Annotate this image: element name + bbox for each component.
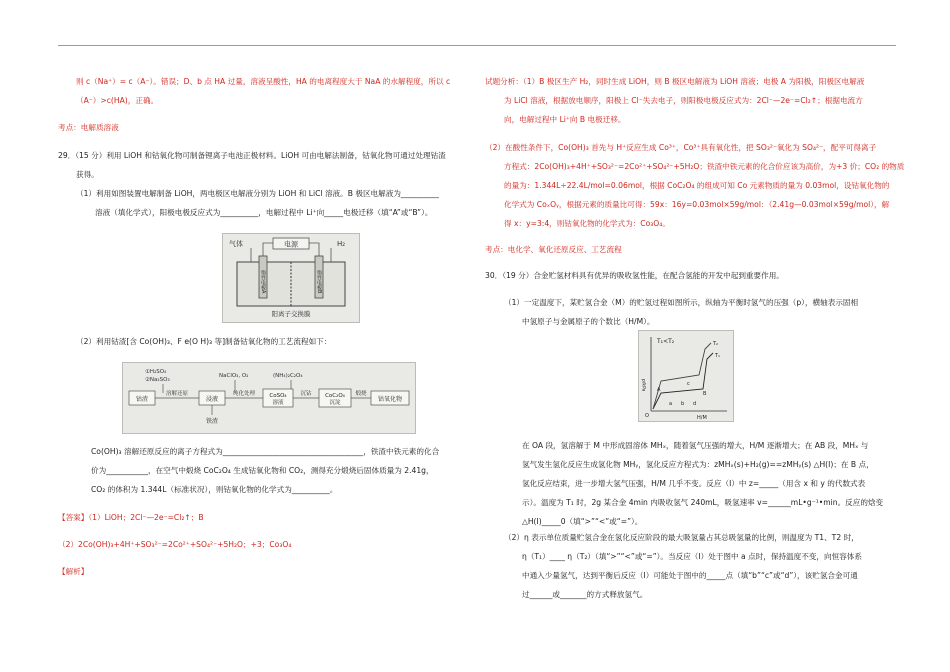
reagent-naclo3: NaClO₃, O₂ bbox=[219, 373, 249, 379]
electrode-a-label: 惰性电极A bbox=[260, 270, 266, 294]
text-line: （A⁻）>c(HA)，正确。 bbox=[76, 96, 159, 105]
origin-label: O bbox=[645, 413, 649, 419]
point-c-label: c bbox=[687, 381, 690, 387]
point-b-label: b bbox=[681, 401, 685, 407]
point-a-label: a bbox=[669, 401, 673, 407]
point-B-label: B bbox=[703, 391, 707, 397]
question-29-2: CO₂ 的体积为 1.344L（标准状况），则钴氧化物的化学式为__________。 bbox=[91, 485, 338, 494]
membrane-label: 阳离子交换膜 bbox=[271, 310, 311, 318]
legend-temperature: T₁<T₂ bbox=[657, 338, 675, 345]
header-rule bbox=[58, 45, 896, 46]
analysis-line: 为 LiCl 溶液，根据放电顺序，阳极上 Cl⁻失去电子，则阳极电极反应式为：2Cl⁻—2e⁻=Cl₂↑；根据电流方 bbox=[504, 96, 863, 105]
answer-line: 【答案】（1）LiOH；2Cl⁻—2e⁻=Cl₂↑；B bbox=[58, 513, 204, 522]
process-flow-diagram bbox=[123, 363, 415, 433]
question-29-2: Co(OH)₃ 溶解还原反应的离子方程式为_____________________________________，铁渣中铁元素的化合 bbox=[91, 447, 440, 456]
question-30-stem: 30．（19 分）合金贮氢材料具有优异的吸收氢性能，在配合氢能的开发中起到重要作用。 bbox=[485, 271, 784, 280]
x-axis-label: H/M bbox=[697, 415, 707, 421]
isotherm-chart bbox=[639, 331, 733, 421]
question-30-2: （2）η 表示单位质量贮氢合金在氢化反应阶段的最大吸氢量占其总吸氢量的比例，则温度为 T1、T2 时， bbox=[504, 533, 859, 542]
kaodian-label: 考点：电化学、氧化还原反应、工艺流程 bbox=[485, 245, 622, 254]
electrolysis-diagram bbox=[223, 234, 359, 322]
step-dissolve-reduce: 溶解还原 bbox=[165, 391, 189, 397]
question-30-1: 氢气发生氢化反应生成氢化物 MHᵧ，氢化反应方程式为：zMHₓ(s)+H₂(g)==zMHᵧ(s) △H(Ⅰ)；在 B 点， bbox=[522, 460, 874, 469]
step-calcine: 煅烧 bbox=[355, 391, 367, 397]
gas-label: 气体 bbox=[229, 240, 243, 248]
analysis-line: （2）在酸性条件下，Co(OH)₃ 首先与 H⁺反应生成 Co³⁺，Co³⁺具有氧化性，把 SO₃²⁻氧化为 SO₄²⁻，配平可得离子 bbox=[485, 143, 877, 152]
kaodian-label: 考点：电解质溶液 bbox=[58, 123, 119, 132]
h2-label: H₂ bbox=[337, 240, 346, 248]
analysis-line: 化学式为 CoₓOᵧ，根据元素的质量比可得：59x：16y=0.03mol×59g/mol：（2.41g—0.03mol×59g/mol），解 bbox=[504, 200, 890, 209]
analysis-line: 向，电解过程中 Li⁺向 B 电极迁移。 bbox=[504, 115, 626, 124]
analysis-line: 方程式：2Co(OH)₃+4H⁺+SO₃²⁻=2Co²⁺+SO₄²⁻+5H₂O；铁渣中铁元素的化合价应该为高价，为+3 价；CO₂ 的物质 bbox=[504, 162, 905, 171]
reagent-nh4c2o4: (NH₄)₂C₂O₄ bbox=[273, 373, 303, 379]
byproduct-iron-slag: 铁渣 bbox=[205, 418, 219, 425]
question-30-1: （1）一定温度下，某贮氢合金（M）的贮氢过程如图所示，纵轴为平衡时氢气的压强（p），横轴表示固相 bbox=[504, 298, 859, 307]
question-30-1: 示）。温度为 T₁ 时，2g 某合金 4min 内吸收氢气 240mL，吸氢速率 v=______mL•g⁻¹•min。反应的焓变 bbox=[522, 498, 884, 507]
electrolysis-figure bbox=[222, 233, 360, 323]
process-flow-figure bbox=[122, 362, 416, 434]
box-cobalt-oxide-label: 钴氧化物 bbox=[377, 396, 403, 403]
step-precipitate: 沉钴 bbox=[300, 391, 312, 397]
question-29-2: 价为___________，在空气中煅烧 CoC₂O₄ 生成钴氧化物和 CO₂，测得充分煅烧后固体质量为 2.41g， bbox=[91, 466, 434, 475]
box-cobalt-slag-label: 钴渣 bbox=[135, 396, 149, 403]
question-30-1: 在 OA 段，氢溶解于 M 中形成固溶体 MHₓ，随着氢气压强的增大，H/M 逐渐增大；在 AB 段，MHₓ 与 bbox=[522, 441, 869, 450]
question-30-2: η（T₁）____ η（T₂）（填“>”“<”或“=”）。当反应（Ⅰ）处于图中 a 点时，保持温度不变，向恒容体系 bbox=[522, 552, 862, 561]
curve-t2-label: T₂ bbox=[713, 341, 719, 347]
electrode-b-label: 惰性电极B bbox=[316, 270, 322, 294]
y-axis-label: p/kPa bbox=[640, 379, 646, 392]
question-30-1: △H(Ⅰ)_____0（填“>”“<”或“=”）。 bbox=[522, 517, 643, 526]
analysis-line: 的量为：1.344L÷22.4L/mol=0.06mol，根据 CoC₂O₄ 的组成可知 Co 元素物质的量为 0.03mol，设钴氧化物的 bbox=[504, 181, 890, 190]
question-29-stem: 获得。 bbox=[76, 170, 99, 179]
question-30-2: 中通入少量氢气，达到平衡后反应（Ⅰ）可能处于图中的_____点（填“b”“c”或“d”），该贮氢合金可通 bbox=[522, 571, 858, 580]
point-A-label: A bbox=[657, 387, 661, 393]
curve-t2 bbox=[653, 343, 711, 409]
power-label: 电源 bbox=[284, 240, 298, 249]
question-29-1: 溶液（填化学式），阳极电极反应式为__________，电解过程中 Li⁺向_____电极迁移（填“A”或“B”）。 bbox=[95, 208, 433, 217]
analysis-line: 得 x：y=3:4，则钴氧化物的化学式为：Co₃O₄。 bbox=[504, 219, 670, 228]
point-d-label: d bbox=[693, 401, 697, 407]
hydrogen-isotherm-figure bbox=[638, 330, 734, 422]
text-line: 则 c（Na⁺）= c（A⁻）。错误；D、b 点 HA 过量，溶液呈酸性，HA 的电离程度大于 NaA 的水解程度，所以 c bbox=[76, 77, 451, 86]
question-29-2: （2）利用钴渣[含 Co(OH)₃、F e(O H)₃ 等]制备钴氧化物的工艺流程如下： bbox=[76, 337, 332, 346]
analysis-label: 【解析】 bbox=[58, 567, 89, 576]
question-29-1: （1）利用如图装置电解制备 LiOH，两电极区电解液分别为 LiOH 和 LiCl 溶液。B 极区电解液为__________ bbox=[76, 189, 439, 198]
reagent-h2so4: ①H₂SO₄ bbox=[145, 369, 167, 375]
question-30-1: 中氢原子与金属原子的个数比（H/M）。 bbox=[522, 317, 655, 326]
answer-line: （2）2Co(OH)₃+4H⁺+SO₃²⁻=2Co²⁺+SO₄²⁻+5H₂O；+3；Co₃O₄ bbox=[58, 540, 292, 549]
step-purify: 纯化处理 bbox=[232, 391, 256, 397]
analysis-line: 试题分析：（1）B 极区生产 H₂，同时生成 LiOH，则 B 极区电解液为 LiOH 溶液；电极 A 为阳极，阳极区电解液 bbox=[485, 77, 865, 86]
question-30-2: 过______或_______的方式释放氢气。 bbox=[522, 590, 648, 599]
question-30-1: 氢化反应结束，进一步增大氢气压强，H/M 几乎不变。反应（Ⅰ）中 z=_____（用含 x 和 y 的代数式表 bbox=[522, 479, 866, 488]
box-leachate-label: 浸液 bbox=[205, 396, 219, 403]
question-29-stem: 29．（15 分）利用 LiOH 和钴氧化物可制备锂离子电池正极材料。LiOH 可由电解法制备，钴氧化物可通过处理钴渣 bbox=[58, 151, 446, 160]
box-coc2o4-label: CoC₂O₄ bbox=[325, 393, 345, 399]
box-coc2o4-sub: 沉淀 bbox=[329, 400, 341, 406]
box-coso4-sub: 溶液 bbox=[272, 400, 284, 406]
reagent-na2so3: ②Na₂SO₃ bbox=[145, 377, 170, 383]
box-coso4-label: CoSO₄ bbox=[269, 393, 287, 399]
curve-t1-label: T₁ bbox=[715, 353, 721, 359]
